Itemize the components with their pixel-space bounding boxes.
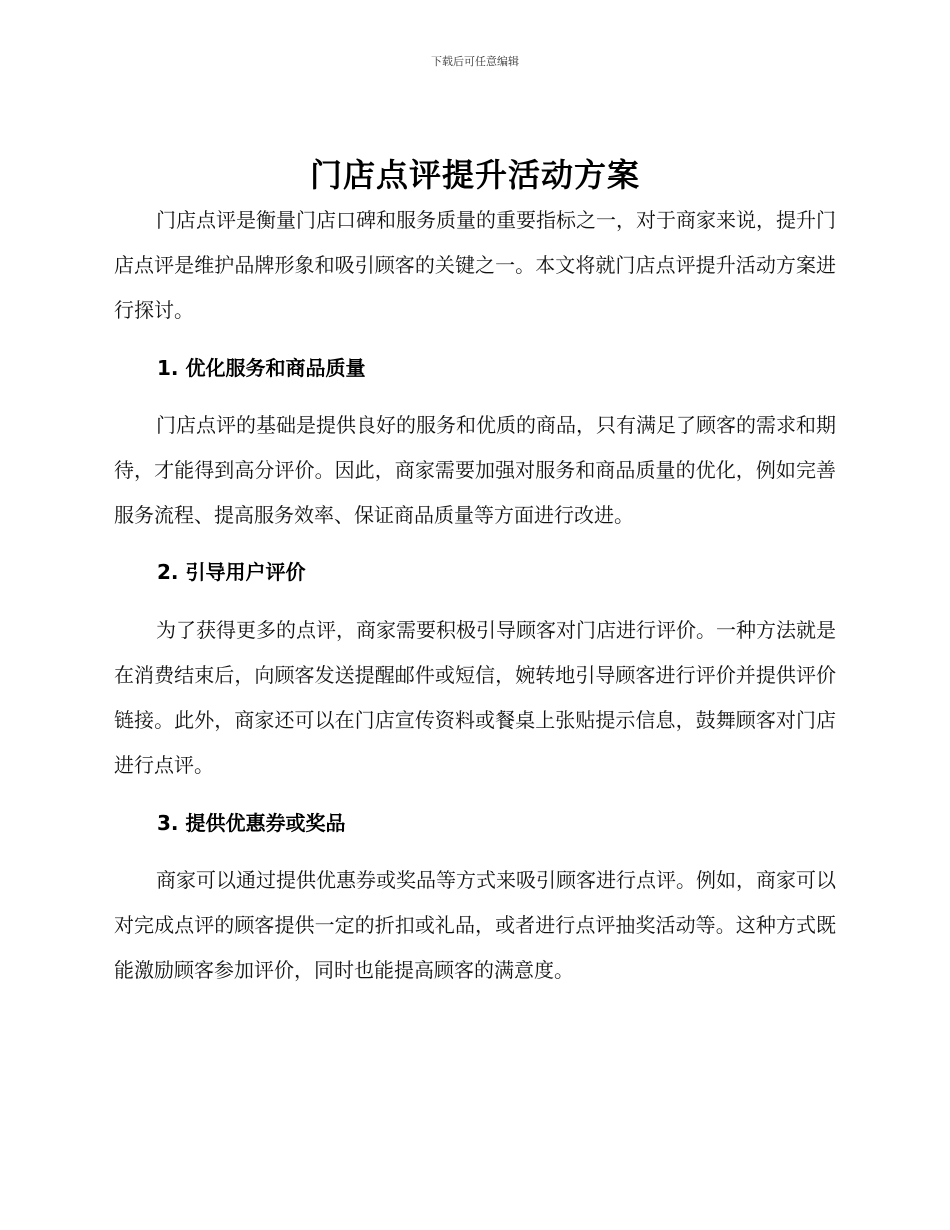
section-body-3: 商家可以通过提供优惠券或奖品等方式来吸引顾客进行点评。例如，商家可以对完成点评的顾客提供一定的折扣或礼品，或者进行点评抽奖活动等。这种方式既能激励顾客参加评价，同时也能提高顾客的满意度。 (114, 868, 836, 982)
section-body-2: 为了获得更多的点评，商家需要积极引导顾客对门店进行评价。一种方法就是在消费结束后，向顾客发送提醒邮件或短信，婉转地引导顾客进行评价并提供评价链接。此外，商家还可以在门店宣传资料或餐桌上张贴提示信息，鼓舞顾客对门店进行点评。 (114, 618, 836, 777)
intro-paragraph: 门店点评是衡量门店口碑和服务质量的重要指标之一，对于商家来说，提升门店点评是维护品牌形象和吸引顾客的关键之一。本文将就门店点评提升活动方案进行探讨。 (114, 208, 836, 322)
document-title: 门店点评提升活动方案 (309, 156, 640, 194)
page-header-note: 下载后可任意编辑 (431, 55, 519, 68)
section-heading-2: 2. 引导用户评价 (157, 560, 306, 584)
section-body-1: 门店点评的基础是提供良好的服务和优质的商品，只有满足了顾客的需求和期待，才能得到高分评价。因此，商家需要加强对服务和商品质量的优化，例如完善服务流程、提高服务效率、保证商品质量等方面进行改进。 (114, 413, 836, 527)
section-heading-3: 3. 提供优惠券或奖品 (157, 811, 346, 835)
section-heading-1: 1. 优化服务和商品质量 (157, 356, 366, 380)
